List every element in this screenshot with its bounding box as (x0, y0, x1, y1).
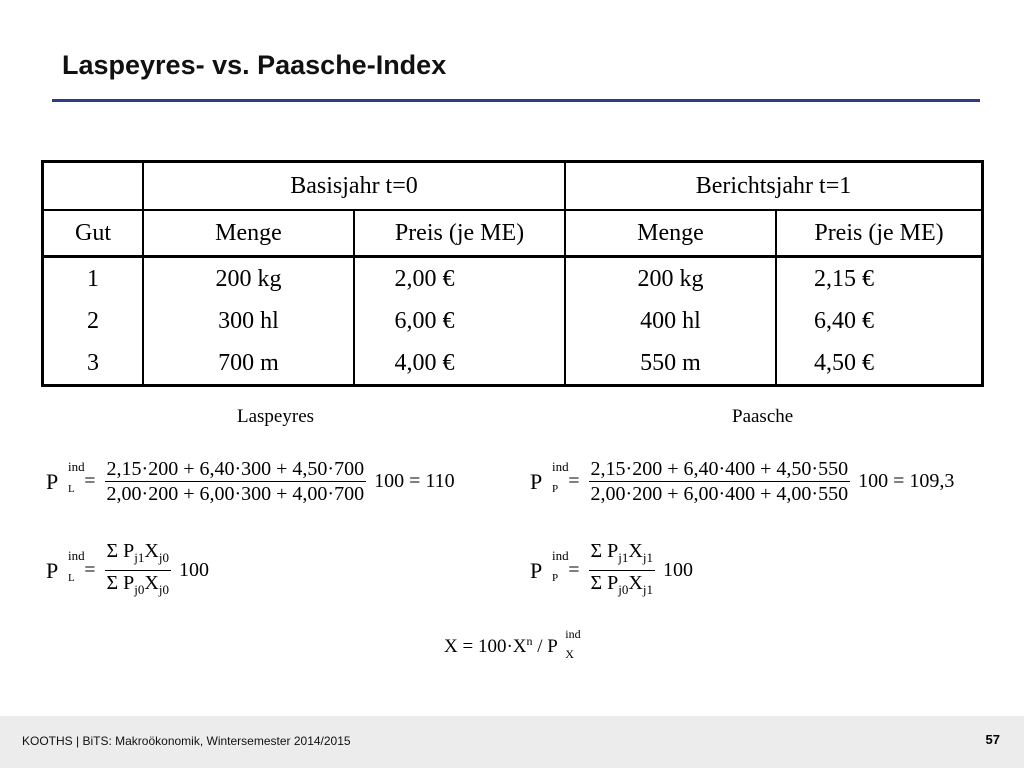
table-row (43, 257, 983, 301)
cell-gut: 2 (87, 307, 99, 334)
cell-preis-t1: 4,50 € (776, 342, 983, 386)
paasche-general-fraction (589, 540, 655, 601)
table-column-header-row (43, 210, 983, 257)
laspeyres-fraction (105, 458, 367, 505)
cell-menge-t0: 200 kg (143, 257, 354, 301)
cell-gut: 1 (87, 265, 99, 292)
deflator-index-symbol: / P ind X (537, 627, 581, 661)
paasche-general-numerator: Σ $P_{j1}X_{j1}$ (589, 540, 655, 571)
table-row (43, 342, 983, 386)
footer-text: KOOTHS | BiTS: Makroökonomik, Wintersemester 2014/2015 (22, 734, 351, 748)
col-header-preis-t1: Preis (je ME) (776, 210, 983, 257)
paasche-numeric-formula (530, 458, 954, 505)
equals-sign: = (568, 470, 580, 492)
paasche-numerator: 2,15·200 + 6,40·400 + 4,50·550 (590, 458, 849, 480)
col-header-preis-t0: Preis (je ME) (354, 210, 565, 257)
paasche-denominator: 2,00·200 + 6,00·400 + 4,00·550 (590, 483, 849, 505)
cell-preis-t0: 4,00 € (354, 342, 565, 386)
equals-sign: = (568, 559, 580, 581)
col-header-gut: Gut (43, 210, 144, 257)
cell-preis-t0: 2,00 € (354, 257, 565, 301)
paasche-general-tail: 100 (663, 559, 693, 581)
paasche-fraction (589, 458, 851, 505)
laspeyres-result: 100 = 110 (374, 470, 455, 492)
cell-gut: 3 (87, 349, 99, 376)
table-corner-cell (43, 162, 144, 211)
equals-sign: = (84, 559, 96, 581)
slide-footer (0, 716, 1024, 768)
quantity-price-table (41, 160, 984, 387)
paasche-result: 100 = 109,3 (858, 470, 955, 492)
laspeyres-general-denominator: Σ $P_{j0}X_{j0}$ (106, 572, 169, 597)
cell-preis-t1: 6,40 € (776, 300, 983, 342)
laspeyres-numeric-formula (46, 458, 455, 505)
page-number: 57 (985, 732, 1000, 747)
paasche-general-denominator: Σ $P_{j0}X_{j1}$ (590, 572, 653, 597)
header-berichtsjahr: Berichtsjahr t=1 (565, 162, 983, 211)
cell-preis-t0: 6,00 € (354, 300, 565, 342)
laspeyres-general-tail: 100 (179, 559, 209, 581)
paasche-general-formula (530, 540, 693, 601)
laspeyres-label: Laspeyres (237, 406, 315, 427)
equals-sign: = (84, 470, 96, 492)
deflator-formula: $X = 100\cdot X^n / P$ ind X (444, 627, 581, 661)
laspeyres-denominator: 2,00·200 + 6,00·300 + 4,00·700 (106, 483, 365, 505)
cell-menge-t1: 200 kg (565, 257, 776, 301)
table-row (43, 300, 983, 342)
title-rule (52, 99, 980, 102)
paasche-symbol: P ind P (530, 458, 569, 495)
cell-preis-t1: 2,15 € (776, 257, 983, 301)
laspeyres-general-formula (46, 540, 209, 601)
cell-menge-t1: 550 m (565, 342, 776, 386)
col-header-menge-t1: Menge (565, 210, 776, 257)
slide-title: Laspeyres- vs. Paasche-Index (62, 50, 447, 80)
paasche-label: Paasche (732, 406, 794, 427)
header-basisjahr: Basisjahr t=0 (143, 162, 565, 211)
laspeyres-numerator: 2,15·200 + 6,40·300 + 4,50·700 (106, 458, 365, 480)
table-group-header-row (43, 162, 983, 211)
laspeyres-symbol: P ind L (46, 458, 85, 495)
laspeyres-general-numerator: Σ $P_{j1}X_{j0}$ (105, 540, 171, 571)
paasche-symbol: P ind P (530, 547, 569, 584)
col-header-menge-t0: Menge (143, 210, 354, 257)
cell-menge-t1: 400 hl (565, 300, 776, 342)
laspeyres-general-fraction (105, 540, 171, 601)
cell-menge-t0: 300 hl (143, 300, 354, 342)
cell-menge-t0: 700 m (143, 342, 354, 386)
laspeyres-symbol: P ind L (46, 547, 85, 584)
